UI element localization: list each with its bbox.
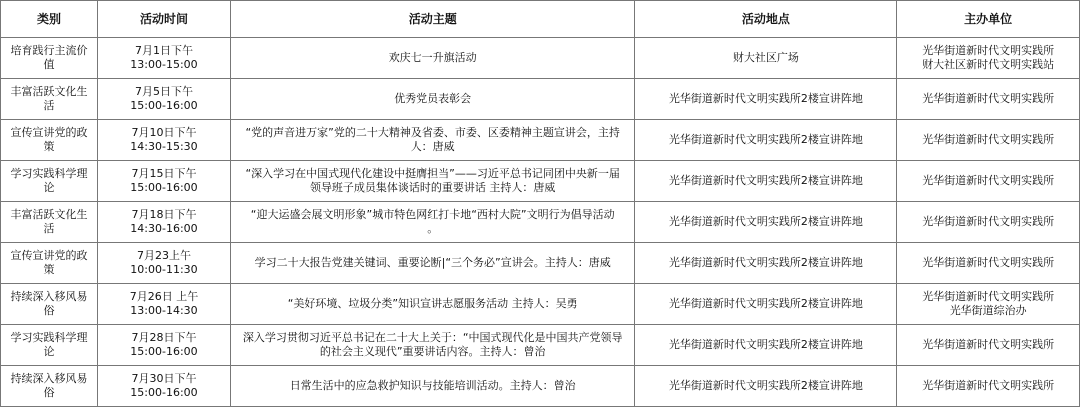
- time-cell: [97, 161, 230, 202]
- place-cell: 光华街道新时代文明实践所2楼宣讲阵地: [635, 120, 897, 161]
- host-cell: [897, 284, 1080, 325]
- time-cell-line: 7月5日下午: [134, 85, 193, 98]
- time-cell-line: 7月28日下午: [131, 331, 197, 344]
- table-row: [1, 38, 1080, 79]
- time-cell-line: 15:00-16:00: [130, 181, 198, 194]
- place-cell: 光华街道新时代文明实践所2楼宣讲阵地: [635, 284, 897, 325]
- topic-cell: [231, 366, 635, 407]
- place-cell: 光华街道新时代文明实践所2楼宣讲阵地: [635, 325, 897, 366]
- host-cell: [897, 366, 1080, 407]
- table-row: [1, 120, 1080, 161]
- host-cell: [897, 243, 1080, 284]
- time-cell: [97, 202, 230, 243]
- time-cell: [97, 325, 230, 366]
- topic-cell: [231, 284, 635, 325]
- topic-cell: [231, 38, 635, 79]
- header-host: 主办单位: [897, 1, 1080, 38]
- table-row: [1, 79, 1080, 120]
- time-cell-line: 15:00-16:00: [130, 345, 198, 358]
- host-cell-line: 光华街道新时代文明实践所: [922, 379, 1055, 392]
- table-row: [1, 366, 1080, 407]
- category-cell: 持续深入移风易俗: [1, 366, 98, 407]
- topic-cell-line: “党的声音进万家”党的二十大精神及省委、市委、区委精神主题宣讲会，主持: [245, 126, 620, 139]
- topic-cell: [231, 243, 635, 284]
- topic-cell: [231, 325, 635, 366]
- time-cell-line: 15:00-16:00: [130, 386, 198, 399]
- topic-cell-line: 深入学习贯彻习近平总书记在二十大上关于：“中国式现代化是中国共产党领导: [242, 331, 623, 344]
- category-cell: 丰富活跃文化生活: [1, 79, 98, 120]
- topic-cell-line: 欢庆七一升旗活动: [388, 51, 477, 64]
- host-cell-line: 光华街道新时代文明实践所: [922, 215, 1055, 228]
- place-cell: 光华街道新时代文明实践所2楼宣讲阵地: [635, 243, 897, 284]
- table-row: [1, 243, 1080, 284]
- category-cell: 宣传宣讲党的政策: [1, 243, 98, 284]
- topic-cell: [231, 202, 635, 243]
- topic-cell-line: 优秀党员表彰会: [394, 92, 472, 105]
- time-cell: [97, 79, 230, 120]
- host-cell-line: 光华街道新时代文明实践所: [922, 256, 1055, 269]
- table-body: [1, 38, 1080, 407]
- time-cell-line: 7月26日 上午: [129, 290, 199, 303]
- topic-cell-line: 人：唐威: [410, 140, 455, 153]
- table-row: [1, 161, 1080, 202]
- host-cell: [897, 120, 1080, 161]
- header-row: [1, 1, 1080, 38]
- host-cell: [897, 202, 1080, 243]
- topic-cell-line: 。: [427, 222, 439, 235]
- topic-cell: [231, 79, 635, 120]
- place-cell: 光华街道新时代文明实践所2楼宣讲阵地: [635, 79, 897, 120]
- host-cell-line: 光华街道综治办: [949, 304, 1027, 317]
- table-row: [1, 325, 1080, 366]
- category-cell: 宣传宣讲党的政策: [1, 120, 98, 161]
- topic-cell-line: 的社会主义现代”重要讲话内容。主持人：曾治: [319, 345, 546, 358]
- host-cell-line: 财大社区新时代文明实践站: [922, 58, 1055, 71]
- time-cell: [97, 120, 230, 161]
- time-cell-line: 7月1日下午: [134, 44, 193, 57]
- category-cell: 丰富活跃文化生活: [1, 202, 98, 243]
- place-cell: 光华街道新时代文明实践所2楼宣讲阵地: [635, 161, 897, 202]
- time-cell-line: 15:00-16:00: [130, 99, 198, 112]
- time-cell: [97, 243, 230, 284]
- host-cell-line: 光华街道新时代文明实践所: [922, 338, 1055, 351]
- topic-cell: [231, 161, 635, 202]
- host-cell-line: 光华街道新时代文明实践所: [922, 133, 1055, 146]
- place-cell: 光华街道新时代文明实践所2楼宣讲阵地: [635, 366, 897, 407]
- header-topic: 活动主题: [231, 1, 635, 38]
- time-cell-line: 7月15日下午: [131, 167, 197, 180]
- topic-cell-line: “迎大运盛会展文明形象”城市特色网红打卡地“西村大院”文明行为倡导活动: [250, 208, 615, 221]
- table-row: [1, 284, 1080, 325]
- time-cell-line: 14:30-15:30: [130, 140, 198, 153]
- header-place: 活动地点: [635, 1, 897, 38]
- category-cell: 学习实践科学理论: [1, 325, 98, 366]
- time-cell-line: 14:30-16:00: [130, 222, 198, 235]
- category-cell: 学习实践科学理论: [1, 161, 98, 202]
- category-cell: 培育践行主流价值: [1, 38, 98, 79]
- host-cell: [897, 79, 1080, 120]
- time-cell: [97, 366, 230, 407]
- table-row: [1, 202, 1080, 243]
- host-cell-line: 光华街道新时代文明实践所: [922, 174, 1055, 187]
- time-cell-line: 10:00-11:30: [130, 263, 198, 276]
- header-time: 活动时间: [97, 1, 230, 38]
- host-cell: [897, 38, 1080, 79]
- header-category: 类别: [1, 1, 98, 38]
- host-cell: [897, 161, 1080, 202]
- topic-cell-line: “深入学习在中国式现代化建设中挺膺担当”——习近平总书记同团中央新一届: [245, 167, 620, 180]
- place-cell: 财大社区广场: [635, 38, 897, 79]
- time-cell-line: 13:00-14:30: [130, 304, 198, 317]
- topic-cell-line: 领导班子成员集体谈话时的重要讲话 主持人：唐威: [309, 181, 556, 194]
- topic-cell-line: 学习二十大报告党建关键词、重要论断|“三个务必”宣讲会。主持人：唐威: [254, 256, 611, 269]
- time-cell: [97, 38, 230, 79]
- category-cell: 持续深入移风易俗: [1, 284, 98, 325]
- host-cell: [897, 325, 1080, 366]
- topic-cell-line: 日常生活中的应急救护知识与技能培训活动。主持人：曾治: [289, 379, 576, 392]
- time-cell-line: 7月30日下午: [131, 372, 197, 385]
- place-cell: 光华街道新时代文明实践所2楼宣讲阵地: [635, 202, 897, 243]
- host-cell-line: 光华街道新时代文明实践所: [922, 44, 1055, 57]
- time-cell-line: 7月10日下午: [131, 126, 197, 139]
- time-cell-line: 7月18日下午: [131, 208, 197, 221]
- topic-cell-line: “美好环境、垃圾分类”知识宣讲志愿服务活动 主持人：吴勇: [287, 297, 578, 310]
- time-cell-line: 7月23上午: [136, 249, 191, 262]
- host-cell-line: 光华街道新时代文明实践所: [922, 290, 1055, 303]
- time-cell: [97, 284, 230, 325]
- time-cell-line: 13:00-15:00: [130, 58, 198, 71]
- host-cell-line: 光华街道新时代文明实践所: [922, 92, 1055, 105]
- topic-cell: [231, 120, 635, 161]
